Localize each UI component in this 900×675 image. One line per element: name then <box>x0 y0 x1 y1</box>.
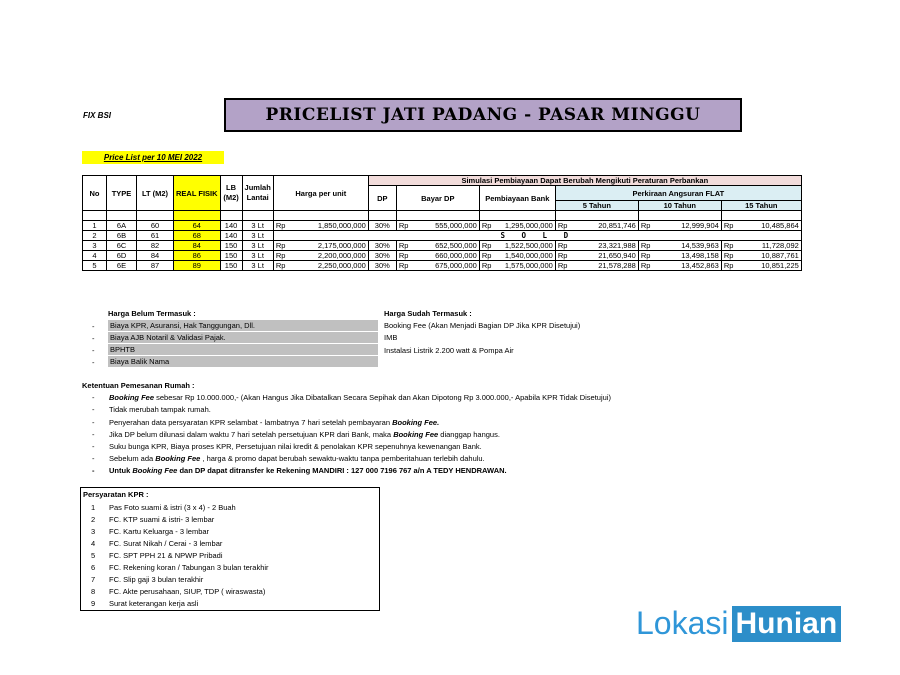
cell-rp: Rp <box>721 261 737 271</box>
page-title <box>224 98 742 132</box>
harga-sudah-item: Instalasi Listrik 2.200 watt & Pompa Air <box>384 346 514 355</box>
ketentuan-item: - Penyerahan data persyaratan KPR selambat - lambatnya 7 hari setelah pembayaran Booking Fee. <box>92 418 440 427</box>
header-dp: DP <box>368 186 396 211</box>
cell-lantai: 3 Lt <box>242 221 273 231</box>
cell-lantai: 3 Lt <box>242 261 273 271</box>
watermark-logo <box>636 605 841 642</box>
header-harga: Harga per unit <box>273 176 368 211</box>
cell-a15: 11,728,092 <box>737 241 801 251</box>
harga-belum-item: BPHTB <box>108 344 378 355</box>
page-title-text: PRICELIST JATI PADANG - PASAR MINGGU <box>265 105 701 125</box>
cell-a10: 13,452,863 <box>654 261 721 271</box>
cell-rp: Rp <box>396 251 412 261</box>
cell-rp: Rp <box>638 241 654 251</box>
cell-dp: 30% <box>368 221 396 231</box>
table-row <box>83 221 802 231</box>
cell-rp: Rp <box>479 251 495 261</box>
cell-rp: Rp <box>273 251 289 261</box>
ketentuan-item: - Booking Fee sebesar Rp 10.000.000,- (Akan Hangus Jika Dibatalkan Secara Sepihak dan Akan Dipotong Rp 3.000.000,- Apabila KPR Tidak Disetujui) <box>92 393 611 402</box>
spacer-row <box>83 211 802 221</box>
list-item: 4 FC. Surat Nikah / Cerai - 3 lembar <box>91 539 223 548</box>
cell-dp: 30% <box>368 241 396 251</box>
cell-lb: 150 <box>220 261 242 271</box>
cell-pemb: 1,295,000,000 <box>495 221 555 231</box>
header-lb: LB (M2) <box>220 176 242 211</box>
cell-bayar: 555,000,000 <box>412 221 479 231</box>
cell-lantai: 3 Lt <box>242 241 273 251</box>
header-no: No <box>83 176 107 211</box>
cell-lt: 61 <box>137 231 174 241</box>
cell-rp: Rp <box>273 241 289 251</box>
cell-a5: 21,650,940 <box>571 251 638 261</box>
list-item: 8 FC. Akte perusahaan, SIUP, TDP ( wiraswasta) <box>91 587 266 596</box>
cell-real: 89 <box>174 261 221 271</box>
cell-rp: Rp <box>273 221 289 231</box>
header-type: TYPE <box>107 176 137 211</box>
cell-a15: 10,887,761 <box>737 251 801 261</box>
cell-harga: 1,850,000,000 <box>289 221 368 231</box>
cell-rp: Rp <box>721 241 737 251</box>
cell-rp: Rp <box>479 221 495 231</box>
cell-lantai: 3 Lt <box>242 251 273 261</box>
persyaratan-title: Persyaratan KPR : <box>83 490 149 499</box>
ketentuan-title: Ketentuan Pemesanan Rumah : <box>82 381 195 390</box>
bullet-dash: - <box>92 334 95 343</box>
header-lantai: Jumlah Lantai <box>242 176 273 211</box>
cell-no: 4 <box>83 251 107 261</box>
cell-lt: 60 <box>137 221 174 231</box>
header-10-tahun: 10 Tahun <box>638 201 721 211</box>
table-row <box>83 231 802 241</box>
list-item: 9 Surat keterangan kerja asli <box>91 599 199 608</box>
cell-type: 6D <box>107 251 137 261</box>
list-item: 6 FC. Rekening koran / Tabungan 3 bulan terakhir <box>91 563 269 572</box>
cell-bayar: 652,500,000 <box>412 241 479 251</box>
cell-rp: Rp <box>396 241 412 251</box>
bullet-dash: - <box>92 358 95 367</box>
cell-real: 64 <box>174 221 221 231</box>
ketentuan-item: - Tidak merubah tampak rumah. <box>92 405 211 414</box>
bullet-dash: - <box>92 322 95 331</box>
cell-harga: 2,175,000,000 <box>289 241 368 251</box>
cell-rp: Rp <box>555 251 571 261</box>
list-item: 3 FC. Kartu Keluarga - 3 lembar <box>91 527 210 536</box>
cell-rp: Rp <box>479 241 495 251</box>
cell-harga: 2,200,000,000 <box>289 251 368 261</box>
harga-sudah-item: Booking Fee (Akan Menjadi Bagian DP Jika KPR Disetujui) <box>384 321 581 330</box>
cell-no: 2 <box>83 231 107 241</box>
cell-bayar: 660,000,000 <box>412 251 479 261</box>
list-item: 7 FC. Slip gaji 3 bulan terakhir <box>91 575 204 584</box>
cell-a15: 10,851,225 <box>737 261 801 271</box>
cell-real: 86 <box>174 251 221 261</box>
sold-label: S O L D <box>273 231 801 241</box>
cell-type: 6E <box>107 261 137 271</box>
header-lt: LT (M2) <box>137 176 174 211</box>
cell-pemb: 1,540,000,000 <box>495 251 555 261</box>
watermark-text-a: Lokasi <box>636 605 729 641</box>
harga-sudah-item: IMB <box>384 333 398 342</box>
harga-belum-item: Biaya KPR, Asuransi, Hak Tanggungan, Dll. <box>108 320 378 331</box>
cell-rp: Rp <box>273 261 289 271</box>
harga-belum-item: Biaya Balik Nama <box>108 356 378 367</box>
cell-lb: 150 <box>220 241 242 251</box>
header-pembiayaan: Pembiayaan Bank <box>479 186 555 211</box>
cell-type: 6C <box>107 241 137 251</box>
cell-rp: Rp <box>721 221 737 231</box>
header-15-tahun: 15 Tahun <box>721 201 801 211</box>
cell-rp: Rp <box>555 221 571 231</box>
cell-a10: 14,539,963 <box>654 241 721 251</box>
header-simulasi: Simulasi Pembiayaan Dapat Berubah Mengikuti Peraturan Perbankan <box>368 176 801 186</box>
cell-lb: 140 <box>220 221 242 231</box>
ketentuan-item: - Sebelum ada Booking Fee , harga & promo dapat berubah sewaktu-waktu tanpa pemberitahuan terlebih dahulu. <box>92 454 485 463</box>
cell-no: 1 <box>83 221 107 231</box>
bullet-dash: - <box>92 346 95 355</box>
list-item: 2 FC. KTP suami & istri- 3 lembar <box>91 515 215 524</box>
table-row <box>83 261 802 271</box>
cell-rp: Rp <box>638 221 654 231</box>
header-angsuran: Perkiraan Angsuran FLAT <box>555 186 801 201</box>
price-table <box>82 175 802 271</box>
list-item: 5 FC. SPT PPH 21 & NPWP Pribadi <box>91 551 223 560</box>
cell-dp: 30% <box>368 251 396 261</box>
table-row <box>83 251 802 261</box>
cell-rp: Rp <box>638 261 654 271</box>
cell-rp: Rp <box>555 241 571 251</box>
table-row <box>83 241 802 251</box>
header-real-fisik: REAL FISIK <box>174 176 221 211</box>
cell-lt: 84 <box>137 251 174 261</box>
cell-lantai: 3 Lt <box>242 231 273 241</box>
cell-type: 6A <box>107 221 137 231</box>
cell-a5: 21,578,288 <box>571 261 638 271</box>
watermark-text-b: Hunian <box>732 606 842 642</box>
cell-real: 68 <box>174 231 221 241</box>
cell-a10: 13,498,158 <box>654 251 721 261</box>
cell-dp: 30% <box>368 261 396 271</box>
cell-lb: 150 <box>220 251 242 261</box>
cell-lb: 140 <box>220 231 242 241</box>
list-item: 1 Pas Foto suami & istri (3 x 4) - 2 Buah <box>91 503 236 512</box>
harga-belum-item: Biaya AJB Notaril & Validasi Pajak. <box>108 332 378 343</box>
header-bayar-dp: Bayar DP <box>396 186 479 211</box>
cell-no: 3 <box>83 241 107 251</box>
cell-rp: Rp <box>638 251 654 261</box>
cell-a10: 12,999,904 <box>654 221 721 231</box>
harga-sudah-title: Harga Sudah Termasuk : <box>384 309 472 318</box>
header-5-tahun: 5 Tahun <box>555 201 638 211</box>
cell-a5: 23,321,988 <box>571 241 638 251</box>
cell-rp: Rp <box>396 261 412 271</box>
ketentuan-item: - Jika DP belum dilunasi dalam waktu 7 hari setelah persetujuan KPR dari Bank, maka Booking Fee dianggap hangus. <box>92 430 500 439</box>
cell-pemb: 1,575,000,000 <box>495 261 555 271</box>
cell-a5: 20,851,746 <box>571 221 638 231</box>
cell-rp: Rp <box>396 221 412 231</box>
cell-rp: Rp <box>721 251 737 261</box>
cell-lt: 87 <box>137 261 174 271</box>
ketentuan-item: - Untuk Booking Fee dan DP dapat ditransfer ke Rekening MANDIRI : 127 000 7196 767 a/n A TEDY HENDRAWAN. <box>92 466 507 475</box>
doc-tag: FIX BSI <box>83 111 112 120</box>
cell-a15: 10,485,864 <box>737 221 801 231</box>
cell-rp: Rp <box>555 261 571 271</box>
cell-lt: 82 <box>137 241 174 251</box>
ketentuan-item: - Suku bunga KPR, Biaya proses KPR, Persetujuan nilai kredit & penolakan KPR sepenuhnya kewenangan Bank. <box>92 442 482 451</box>
cell-harga: 2,250,000,000 <box>289 261 368 271</box>
cell-rp: Rp <box>479 261 495 271</box>
cell-bayar: 675,000,000 <box>412 261 479 271</box>
pricelist-date: Price List per 10 MEI 2022 <box>82 151 224 164</box>
cell-pemb: 1,522,500,000 <box>495 241 555 251</box>
cell-type: 6B <box>107 231 137 241</box>
harga-belum-title: Harga Belum Termasuk : <box>108 309 196 318</box>
persyaratan-box <box>80 487 380 611</box>
cell-no: 5 <box>83 261 107 271</box>
cell-real: 84 <box>174 241 221 251</box>
